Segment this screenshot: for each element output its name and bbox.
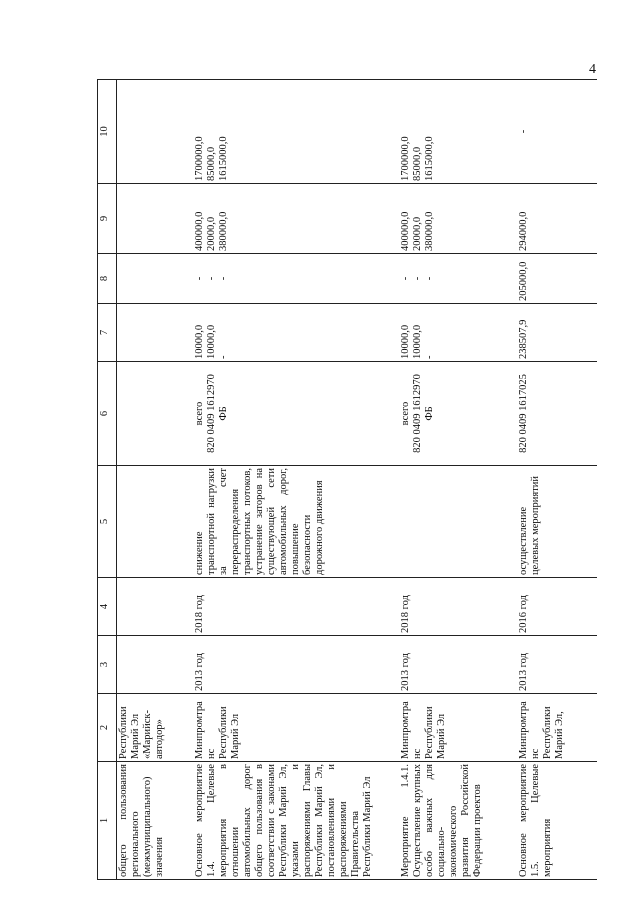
cell-executor: Минпромтранс Республики Марий Эл [399, 694, 517, 762]
col-header-3: 3 [98, 636, 117, 694]
cell-code: всего 820 0409 1612970 ФБ [399, 362, 517, 466]
cell-y3: 294000,0 [517, 184, 597, 254]
col-header-5: 5 [98, 466, 117, 578]
cell-y1 [117, 304, 193, 362]
col-header-9: 9 [98, 184, 117, 254]
cell-y3: 400000,0 20000,0 380000,0 [399, 184, 517, 254]
cell-end [117, 578, 193, 636]
header-row [98, 80, 117, 880]
cell-y3: 400000,0 20000,0 380000,0 [193, 184, 399, 254]
cell-name: Основное мероприятие 1.4. Целевые мероприятия в отношении автомобильных дорог общего пользования в соответствии с законами Республики Марий Эл, указами и распоряжениями Главы Республики Марий Эл, постановлениями и распоряжениями Правительства Республики Марий Эл [193, 762, 399, 880]
cell-start [117, 636, 193, 694]
cell-y1: 238507,9 [517, 304, 597, 362]
col-header-10: 10 [98, 80, 117, 184]
cell-name: Мероприятие 1.4.1. Осуществление крупных особо важных для социально-экономического развития Российской Федерации проектов [399, 762, 517, 880]
cell-result: осуществление целевых мероприятий [517, 466, 597, 578]
cell-code: 820 0409 1617025 [517, 362, 597, 466]
cell-y1: 10000,0 10000,0 - [193, 304, 399, 362]
cell-y3 [117, 184, 193, 254]
col-header-8: 8 [98, 254, 117, 304]
col-header-2: 2 [98, 694, 117, 762]
cell-y2: - - - [399, 254, 517, 304]
cell-y1: 10000,0 10000,0 - [399, 304, 517, 362]
cell-start: 2013 год [193, 636, 399, 694]
program-table [97, 79, 597, 880]
cell-result [117, 466, 193, 578]
cell-start: 2013 год [517, 636, 597, 694]
cell-end: 2018 год [193, 578, 399, 636]
cell-end: 2016 год [517, 578, 597, 636]
cell-executor: Минпромтранс Республики Марий Эл [193, 694, 399, 762]
page-number: 4 [589, 62, 596, 77]
cell-y2: - - - [193, 254, 399, 304]
cell-y2 [117, 254, 193, 304]
col-header-6: 6 [98, 362, 117, 466]
table-row [399, 80, 517, 880]
col-header-1: 1 [98, 762, 117, 880]
cell-executor: Минпромтранс Республики Марий Эл, [517, 694, 597, 762]
col-header-7: 7 [98, 304, 117, 362]
cell-result: снижение транспортной нагрузки за счет перераспределения транспортных потоков, устранение заторов на существующей сети автомобильных дорог, повышение безопасности дорожного движения [193, 466, 399, 578]
cell-result [399, 466, 517, 578]
table-row [517, 80, 597, 880]
cell-y4 [117, 80, 193, 184]
cell-y4: 1700000,0 85000,0 1615000,0 [193, 80, 399, 184]
cell-name: общего пользования регионального (межмуниципального) значения [117, 762, 193, 880]
rotated-content [97, 80, 617, 880]
cell-start: 2013 год [399, 636, 517, 694]
col-header-4: 4 [98, 578, 117, 636]
cell-y4: - [517, 80, 597, 184]
cell-executor: Республики Марий Эл «Марийск-автодор» [117, 694, 193, 762]
cell-y2: 205000,0 [517, 254, 597, 304]
table-row [193, 80, 399, 880]
cell-name: Основное мероприятие 1.5. Целевые мероприятия [517, 762, 597, 880]
table-row [117, 80, 193, 880]
cell-y4: 1700000,0 85000,0 1615000,0 [399, 80, 517, 184]
cell-code: всего 820 0409 1612970 ФБ [193, 362, 399, 466]
cell-end: 2018 год [399, 578, 517, 636]
cell-code [117, 362, 193, 466]
